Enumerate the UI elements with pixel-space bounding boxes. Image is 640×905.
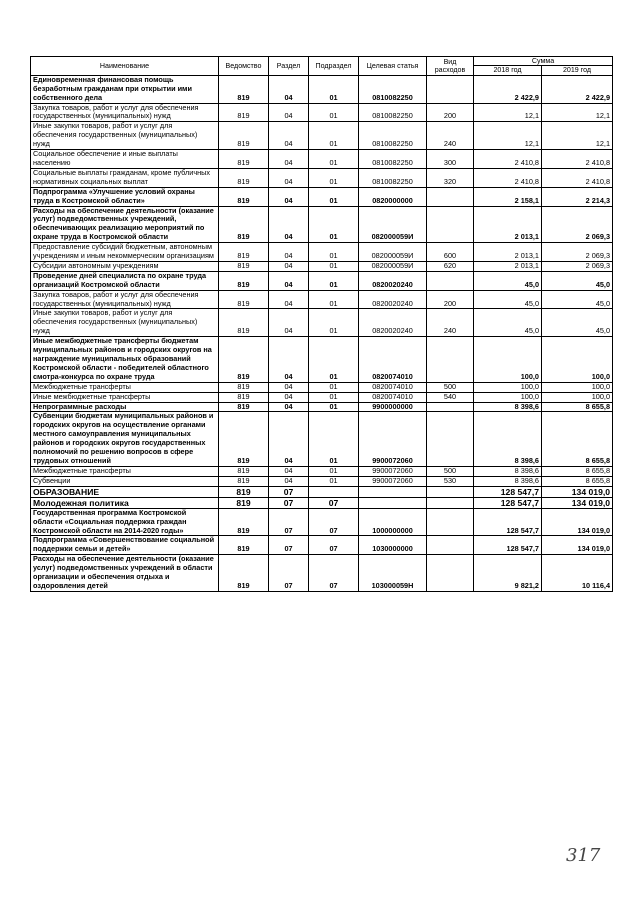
row-sum-2019: 45,0 bbox=[542, 290, 613, 309]
header-vid-raskhodov: Вид расходов bbox=[427, 57, 474, 76]
row-podrazdel: 01 bbox=[309, 122, 359, 150]
row-podrazdel: 01 bbox=[309, 206, 359, 243]
row-vedomstvo: 819 bbox=[219, 206, 269, 243]
row-tselevaya-statya bbox=[359, 497, 427, 508]
row-tselevaya-statya: 0820074010 bbox=[359, 382, 427, 392]
row-name: Подпрограмма «Совершенствование социальной поддержки семьи и детей» bbox=[31, 536, 219, 555]
row-vedomstvo: 819 bbox=[219, 75, 269, 103]
table-row bbox=[31, 508, 613, 536]
row-podrazdel: 01 bbox=[309, 271, 359, 290]
row-vedomstvo: 819 bbox=[219, 187, 269, 206]
row-tselevaya-statya: 0820020240 bbox=[359, 271, 427, 290]
page-number: 317 bbox=[566, 845, 601, 866]
row-sum-2019: 2 214,3 bbox=[542, 187, 613, 206]
row-tselevaya-statya: 9900000000 bbox=[359, 402, 427, 412]
row-razdel: 04 bbox=[269, 122, 309, 150]
row-sum-2019: 45,0 bbox=[542, 271, 613, 290]
row-sum-2018: 9 821,2 bbox=[474, 555, 542, 592]
row-sum-2018: 12,1 bbox=[474, 103, 542, 122]
row-vid-raskhodov: 530 bbox=[427, 476, 474, 486]
row-sum-2019: 12,1 bbox=[542, 122, 613, 150]
row-name: Закупка товаров, работ и услуг для обеспечения государственных (муниципальных) нужд bbox=[31, 103, 219, 122]
row-name: Государственная программа Костромской области «Социальная поддержка граждан Костромской области на 2014-2020 годы» bbox=[31, 508, 219, 536]
table-row bbox=[31, 168, 613, 187]
row-podrazdel: 01 bbox=[309, 476, 359, 486]
row-podrazdel: 07 bbox=[309, 508, 359, 536]
row-podrazdel: 01 bbox=[309, 309, 359, 337]
row-sum-2018: 45,0 bbox=[474, 271, 542, 290]
row-vedomstvo: 819 bbox=[219, 508, 269, 536]
row-sum-2019: 8 655,8 bbox=[542, 402, 613, 412]
row-razdel: 04 bbox=[269, 382, 309, 392]
row-sum-2018: 100,0 bbox=[474, 382, 542, 392]
header-vedomstvo: Ведомство bbox=[219, 57, 269, 76]
row-sum-2018: 128 547,7 bbox=[474, 486, 542, 497]
row-tselevaya-statya: 1030000000 bbox=[359, 536, 427, 555]
table-row bbox=[31, 309, 613, 337]
row-vid-raskhodov: 200 bbox=[427, 290, 474, 309]
row-vedomstvo: 819 bbox=[219, 497, 269, 508]
table-row bbox=[31, 271, 613, 290]
table-row bbox=[31, 382, 613, 392]
row-razdel: 04 bbox=[269, 271, 309, 290]
row-sum-2018: 2 013,1 bbox=[474, 261, 542, 271]
row-razdel: 07 bbox=[269, 486, 309, 497]
row-tselevaya-statya bbox=[359, 486, 427, 497]
row-sum-2018: 45,0 bbox=[474, 309, 542, 337]
row-sum-2019: 134 019,0 bbox=[542, 536, 613, 555]
header-name: Наименование bbox=[31, 57, 219, 76]
row-sum-2018: 45,0 bbox=[474, 290, 542, 309]
row-tselevaya-statya: 0820020240 bbox=[359, 290, 427, 309]
row-tselevaya-statya: 9900072060 bbox=[359, 476, 427, 486]
row-sum-2018: 128 547,7 bbox=[474, 497, 542, 508]
row-name: Расходы на обеспечение деятельности (оказание услуг) подведомственных учреждений, обеспечивающих реализацию мероприятий по охране труда в Костромской области bbox=[31, 206, 219, 243]
row-sum-2018: 2 410,8 bbox=[474, 150, 542, 169]
row-razdel: 04 bbox=[269, 309, 309, 337]
header-razdel: Раздел bbox=[269, 57, 309, 76]
row-name: ОБРАЗОВАНИЕ bbox=[31, 486, 219, 497]
row-vid-raskhodov bbox=[427, 271, 474, 290]
row-sum-2019: 45,0 bbox=[542, 309, 613, 337]
header-year-2019: 2019 год bbox=[542, 66, 613, 75]
row-podrazdel: 01 bbox=[309, 150, 359, 169]
row-vid-raskhodov bbox=[427, 337, 474, 383]
table-row bbox=[31, 555, 613, 592]
row-tselevaya-statya: 0810082250 bbox=[359, 75, 427, 103]
row-tselevaya-statya: 0820000000 bbox=[359, 187, 427, 206]
row-sum-2018: 8 398,6 bbox=[474, 402, 542, 412]
row-tselevaya-statya: 0820020240 bbox=[359, 309, 427, 337]
header-tselevaya-statya: Целевая статья bbox=[359, 57, 427, 76]
row-sum-2018: 2 422,9 bbox=[474, 75, 542, 103]
row-podrazdel: 01 bbox=[309, 103, 359, 122]
row-sum-2018: 100,0 bbox=[474, 392, 542, 402]
row-vedomstvo: 819 bbox=[219, 168, 269, 187]
row-vid-raskhodov: 200 bbox=[427, 103, 474, 122]
table-row bbox=[31, 402, 613, 412]
table-row bbox=[31, 412, 613, 466]
table-row bbox=[31, 290, 613, 309]
row-vid-raskhodov bbox=[427, 412, 474, 466]
row-podrazdel: 01 bbox=[309, 412, 359, 466]
row-podrazdel: 01 bbox=[309, 243, 359, 262]
row-vedomstvo: 819 bbox=[219, 486, 269, 497]
row-podrazdel: 01 bbox=[309, 466, 359, 476]
row-name: Закупка товаров, работ и услуг для обеспечения государственных (муниципальных) нужд bbox=[31, 290, 219, 309]
row-podrazdel: 07 bbox=[309, 555, 359, 592]
row-sum-2018: 2 013,1 bbox=[474, 206, 542, 243]
row-podrazdel: 01 bbox=[309, 75, 359, 103]
row-tselevaya-statya: 0810082250 bbox=[359, 122, 427, 150]
row-name: Иные межбюджетные трансферты бюджетам муниципальных районов и городских округов на награждение муниципальных образований Костромской области - победителей областного смотра-конкурса по охране труда bbox=[31, 337, 219, 383]
row-vid-raskhodov bbox=[427, 402, 474, 412]
row-vid-raskhodov: 620 bbox=[427, 261, 474, 271]
row-razdel: 07 bbox=[269, 508, 309, 536]
row-vedomstvo: 819 bbox=[219, 261, 269, 271]
row-tselevaya-statya: 082000059И bbox=[359, 206, 427, 243]
row-name: Иные закупки товаров, работ и услуг для обеспечения государственных (муниципальных) нужд bbox=[31, 122, 219, 150]
row-vid-raskhodov bbox=[427, 75, 474, 103]
row-sum-2018: 8 398,6 bbox=[474, 412, 542, 466]
row-vedomstvo: 819 bbox=[219, 150, 269, 169]
row-tselevaya-statya: 082000059И bbox=[359, 243, 427, 262]
row-sum-2019: 134 019,0 bbox=[542, 508, 613, 536]
row-vid-raskhodov: 320 bbox=[427, 168, 474, 187]
row-name: Иные закупки товаров, работ и услуг для обеспечения государственных (муниципальных) нужд bbox=[31, 309, 219, 337]
row-podrazdel: 07 bbox=[309, 536, 359, 555]
table-row bbox=[31, 337, 613, 383]
row-tselevaya-statya: 9900072060 bbox=[359, 466, 427, 476]
row-vid-raskhodov: 540 bbox=[427, 392, 474, 402]
row-razdel: 04 bbox=[269, 150, 309, 169]
row-sum-2019: 8 655,8 bbox=[542, 476, 613, 486]
row-sum-2019: 2 410,8 bbox=[542, 150, 613, 169]
row-vedomstvo: 819 bbox=[219, 243, 269, 262]
row-vedomstvo: 819 bbox=[219, 555, 269, 592]
row-podrazdel: 01 bbox=[309, 402, 359, 412]
row-vedomstvo: 819 bbox=[219, 122, 269, 150]
row-vid-raskhodov: 240 bbox=[427, 122, 474, 150]
row-razdel: 04 bbox=[269, 103, 309, 122]
row-vedomstvo: 819 bbox=[219, 337, 269, 383]
row-tselevaya-statya: 0810082250 bbox=[359, 150, 427, 169]
row-vedomstvo: 819 bbox=[219, 309, 269, 337]
row-vedomstvo: 819 bbox=[219, 476, 269, 486]
table-row bbox=[31, 486, 613, 497]
row-sum-2018: 100,0 bbox=[474, 337, 542, 383]
row-razdel: 04 bbox=[269, 412, 309, 466]
row-vedomstvo: 819 bbox=[219, 466, 269, 476]
row-razdel: 04 bbox=[269, 392, 309, 402]
row-name: Непрограммные расходы bbox=[31, 402, 219, 412]
row-podrazdel: 01 bbox=[309, 337, 359, 383]
row-podrazdel: 01 bbox=[309, 382, 359, 392]
row-razdel: 04 bbox=[269, 290, 309, 309]
row-sum-2019: 100,0 bbox=[542, 382, 613, 392]
row-razdel: 07 bbox=[269, 536, 309, 555]
row-vid-raskhodov bbox=[427, 486, 474, 497]
row-name: Подпрограмма «Улучшение условий охраны труда в Костромской области» bbox=[31, 187, 219, 206]
row-vedomstvo: 819 bbox=[219, 290, 269, 309]
row-sum-2018: 2 158,1 bbox=[474, 187, 542, 206]
row-vid-raskhodov bbox=[427, 508, 474, 536]
table-row bbox=[31, 103, 613, 122]
row-vedomstvo: 819 bbox=[219, 271, 269, 290]
header-summa: Сумма bbox=[474, 57, 613, 66]
table-row bbox=[31, 75, 613, 103]
table-row bbox=[31, 392, 613, 402]
table-row bbox=[31, 150, 613, 169]
row-podrazdel bbox=[309, 486, 359, 497]
row-sum-2019: 134 019,0 bbox=[542, 497, 613, 508]
row-name: Межбюджетные трансферты bbox=[31, 382, 219, 392]
row-sum-2019: 10 116,4 bbox=[542, 555, 613, 592]
row-podrazdel: 01 bbox=[309, 168, 359, 187]
budget-table bbox=[30, 56, 613, 592]
row-vid-raskhodov: 500 bbox=[427, 382, 474, 392]
row-razdel: 04 bbox=[269, 476, 309, 486]
row-vid-raskhodov bbox=[427, 555, 474, 592]
row-vid-raskhodov bbox=[427, 206, 474, 243]
row-sum-2019: 8 655,8 bbox=[542, 412, 613, 466]
table-row bbox=[31, 187, 613, 206]
row-razdel: 04 bbox=[269, 243, 309, 262]
row-vid-raskhodov: 240 bbox=[427, 309, 474, 337]
row-podrazdel: 01 bbox=[309, 290, 359, 309]
row-razdel: 07 bbox=[269, 555, 309, 592]
row-vid-raskhodov bbox=[427, 497, 474, 508]
row-name: Субвенции бюджетам муниципальных районов и городских округов на осуществление органами местного самоуправления муниципальных районов и городских округов государственных полномочий по решению вопросов в сфере трудовых отношений bbox=[31, 412, 219, 466]
table-row bbox=[31, 536, 613, 555]
row-sum-2019: 2 422,9 bbox=[542, 75, 613, 103]
table-row bbox=[31, 466, 613, 476]
row-sum-2019: 12,1 bbox=[542, 103, 613, 122]
row-sum-2019: 2 069,3 bbox=[542, 243, 613, 262]
row-tselevaya-statya: 1000000000 bbox=[359, 508, 427, 536]
row-sum-2018: 12,1 bbox=[474, 122, 542, 150]
row-vid-raskhodov: 500 bbox=[427, 466, 474, 476]
row-razdel: 04 bbox=[269, 75, 309, 103]
row-vedomstvo: 819 bbox=[219, 392, 269, 402]
row-name: Субвенции bbox=[31, 476, 219, 486]
header-year-2018: 2018 год bbox=[474, 66, 542, 75]
row-sum-2019: 100,0 bbox=[542, 392, 613, 402]
row-tselevaya-statya: 103000059Н bbox=[359, 555, 427, 592]
row-tselevaya-statya: 0820074010 bbox=[359, 392, 427, 402]
row-vid-raskhodov: 300 bbox=[427, 150, 474, 169]
row-razdel: 07 bbox=[269, 497, 309, 508]
row-name: Межбюджетные трансферты bbox=[31, 466, 219, 476]
table-row bbox=[31, 497, 613, 508]
row-razdel: 04 bbox=[269, 466, 309, 476]
row-vedomstvo: 819 bbox=[219, 103, 269, 122]
row-tselevaya-statya: 082000059И bbox=[359, 261, 427, 271]
row-sum-2019: 100,0 bbox=[542, 337, 613, 383]
row-name: Проведение дней специалиста по охране труда организаций Костромской области bbox=[31, 271, 219, 290]
row-tselevaya-statya: 9900072060 bbox=[359, 412, 427, 466]
table-row bbox=[31, 122, 613, 150]
row-razdel: 04 bbox=[269, 337, 309, 383]
row-name: Иные межбюджетные трансферты bbox=[31, 392, 219, 402]
row-tselevaya-statya: 0820074010 bbox=[359, 337, 427, 383]
row-name: Единовременная финансовая помощь безработным гражданам при открытии ими собственного дела bbox=[31, 75, 219, 103]
row-name: Социальные выплаты гражданам, кроме публичных нормативных социальных выплат bbox=[31, 168, 219, 187]
row-vedomstvo: 819 bbox=[219, 382, 269, 392]
row-podrazdel: 01 bbox=[309, 261, 359, 271]
table-row bbox=[31, 261, 613, 271]
row-name: Социальное обеспечение и иные выплаты населению bbox=[31, 150, 219, 169]
row-name: Предоставление субсидий бюджетным, автономным учреждениям и иным некоммерческим организациям bbox=[31, 243, 219, 262]
row-sum-2018: 8 398,6 bbox=[474, 466, 542, 476]
row-sum-2019: 134 019,0 bbox=[542, 486, 613, 497]
row-podrazdel: 01 bbox=[309, 187, 359, 206]
row-razdel: 04 bbox=[269, 402, 309, 412]
row-razdel: 04 bbox=[269, 206, 309, 243]
row-name: Молодежная политика bbox=[31, 497, 219, 508]
row-vedomstvo: 819 bbox=[219, 402, 269, 412]
table-row bbox=[31, 206, 613, 243]
row-podrazdel: 01 bbox=[309, 392, 359, 402]
row-sum-2019: 8 655,8 bbox=[542, 466, 613, 476]
row-razdel: 04 bbox=[269, 187, 309, 206]
row-sum-2018: 128 547,7 bbox=[474, 536, 542, 555]
row-vedomstvo: 819 bbox=[219, 536, 269, 555]
row-razdel: 04 bbox=[269, 261, 309, 271]
row-sum-2019: 2 410,8 bbox=[542, 168, 613, 187]
row-name: Расходы на обеспечение деятельности (оказание услуг) подведомственных учреждений в области организации и обеспечения отдыха и оздоровления детей bbox=[31, 555, 219, 592]
row-tselevaya-statya: 0810082250 bbox=[359, 168, 427, 187]
row-vid-raskhodov bbox=[427, 187, 474, 206]
row-vid-raskhodov: 600 bbox=[427, 243, 474, 262]
table-row bbox=[31, 476, 613, 486]
table-row bbox=[31, 243, 613, 262]
header-podrazdel: Подраздел bbox=[309, 57, 359, 76]
row-sum-2019: 2 069,3 bbox=[542, 206, 613, 243]
row-razdel: 04 bbox=[269, 168, 309, 187]
row-podrazdel: 07 bbox=[309, 497, 359, 508]
row-sum-2018: 8 398,6 bbox=[474, 476, 542, 486]
row-tselevaya-statya: 0810082250 bbox=[359, 103, 427, 122]
row-vedomstvo: 819 bbox=[219, 412, 269, 466]
row-sum-2019: 2 069,3 bbox=[542, 261, 613, 271]
budget-table-body bbox=[31, 75, 613, 591]
row-vid-raskhodov bbox=[427, 536, 474, 555]
row-sum-2018: 2 013,1 bbox=[474, 243, 542, 262]
row-name: Субсидии автономным учреждениям bbox=[31, 261, 219, 271]
row-sum-2018: 2 410,8 bbox=[474, 168, 542, 187]
row-sum-2018: 128 547,7 bbox=[474, 508, 542, 536]
